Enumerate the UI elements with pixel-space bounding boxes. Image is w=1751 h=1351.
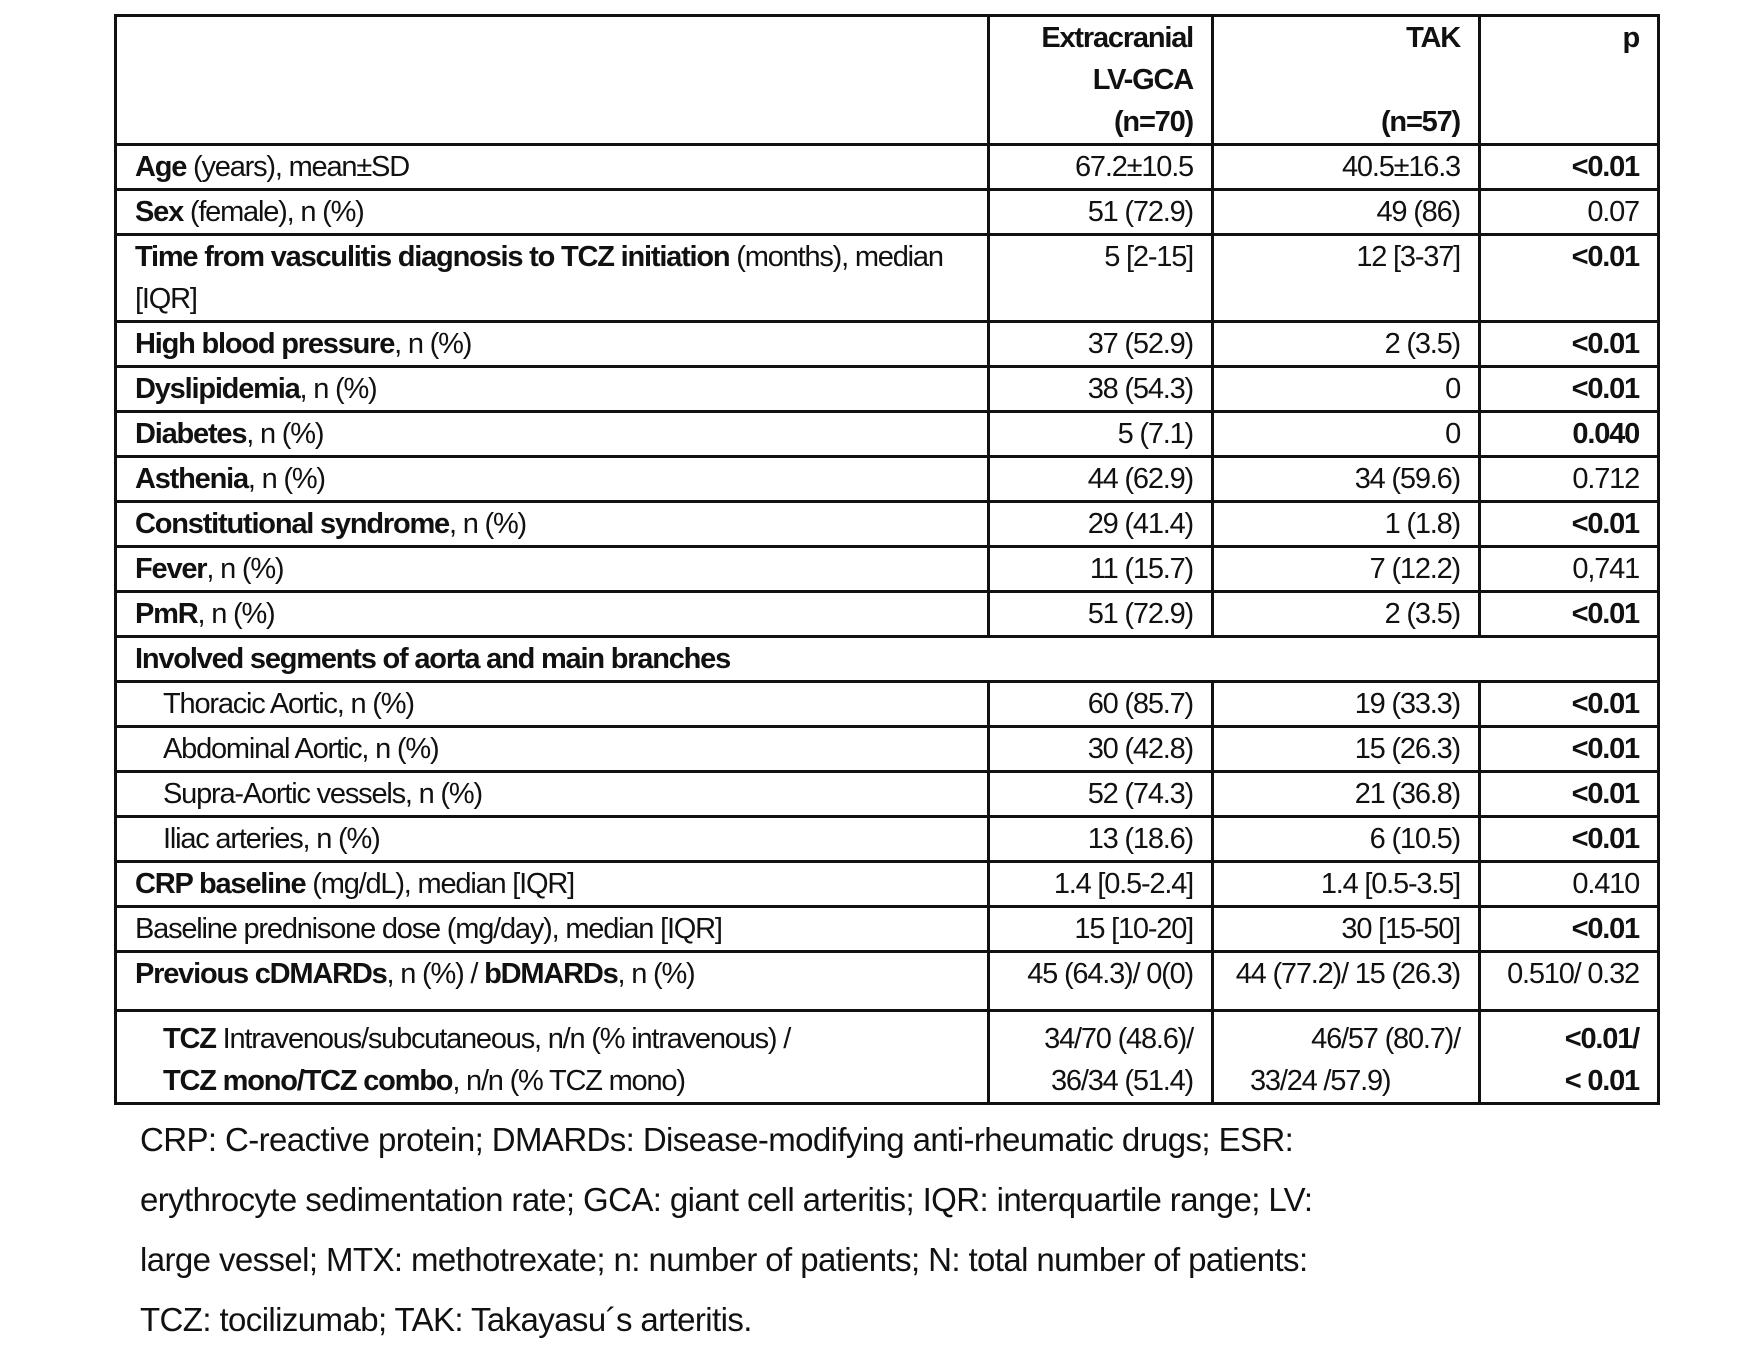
cell-tak: 34 (59.6)	[1213, 457, 1480, 502]
footnote-line: large vessel; MTX: methotrexate; n: number of patients; N: total number of patients:	[140, 1241, 1308, 1278]
table-header-row	[116, 16, 1659, 145]
table-footnote	[140, 1110, 1640, 1350]
footnote-line: CRP: C-reactive protein; DMARDs: Disease-modifying anti-rheumatic drugs; ESR:	[140, 1121, 1294, 1158]
table-row-tcz-route-mono	[116, 1011, 1659, 1104]
cell-p: 0.040	[1480, 412, 1659, 457]
row-label: Time from vasculitis diagnosis to TCZ initiation (months), median [IQR]	[116, 235, 989, 322]
cell-lv-gca: 34/70 (48.6)/ 36/34 (51.4)	[989, 1011, 1213, 1104]
footnote-line: TCZ: tocilizumab; TAK: Takayasu´s arteritis.	[140, 1301, 752, 1338]
cell-lv-gca: 52 (74.3)	[989, 772, 1213, 817]
row-label: Thoracic Aortic, n (%)	[116, 682, 989, 727]
cell-p: 0.510/ 0.32	[1480, 952, 1659, 1011]
cell-lv-gca: 38 (54.3)	[989, 367, 1213, 412]
cell-tak: 2 (3.5)	[1213, 592, 1480, 637]
table-row-crp-baseline	[116, 862, 1659, 907]
row-label: Baseline prednisone dose (mg/day), median [IQR]	[116, 907, 989, 952]
table-row-pmr	[116, 592, 1659, 637]
table-row-high-blood-pressure	[116, 322, 1659, 367]
row-label: Age (years), mean±SD	[116, 145, 989, 190]
cell-lv-gca: 11 (15.7)	[989, 547, 1213, 592]
baseline-characteristics-table	[114, 14, 1660, 1105]
cell-lv-gca: 51 (72.9)	[989, 190, 1213, 235]
cell-lv-gca: 5 [2-15]	[989, 235, 1213, 322]
header-label	[116, 16, 989, 145]
row-label: Fever, n (%)	[116, 547, 989, 592]
cell-p: 0.410	[1480, 862, 1659, 907]
cell-p: <0.01	[1480, 907, 1659, 952]
table-row-dyslipidemia	[116, 367, 1659, 412]
table-row-diabetes	[116, 412, 1659, 457]
cell-p: <0.01	[1480, 727, 1659, 772]
cell-tak: 7 (12.2)	[1213, 547, 1480, 592]
cell-tak: 1.4 [0.5-3.5]	[1213, 862, 1480, 907]
table-row-sex	[116, 190, 1659, 235]
cell-p: <0.01/ < 0.01	[1480, 1011, 1659, 1104]
row-label: Constitutional syndrome, n (%)	[116, 502, 989, 547]
cell-lv-gca: 13 (18.6)	[989, 817, 1213, 862]
cell-lv-gca: 44 (62.9)	[989, 457, 1213, 502]
cell-p: <0.01	[1480, 367, 1659, 412]
cell-p: <0.01	[1480, 772, 1659, 817]
table-row-age	[116, 145, 1659, 190]
table-row-thoracic-aortic	[116, 682, 1659, 727]
cell-tak: 15 (26.3)	[1213, 727, 1480, 772]
table-row-iliac-arteries	[116, 817, 1659, 862]
cell-lv-gca: 67.2±10.5	[989, 145, 1213, 190]
row-label: Iliac arteries, n (%)	[116, 817, 989, 862]
table-row-supra-aortic	[116, 772, 1659, 817]
cell-lv-gca: 30 (42.8)	[989, 727, 1213, 772]
cell-lv-gca: 1.4 [0.5-2.4]	[989, 862, 1213, 907]
header-tak: TAK (n=57)	[1213, 16, 1480, 145]
cell-p: <0.01	[1480, 592, 1659, 637]
cell-p: 0.712	[1480, 457, 1659, 502]
cell-p: <0.01	[1480, 682, 1659, 727]
header-lv-gca: Extracranial LV-GCA (n=70)	[989, 16, 1213, 145]
table-row-time-to-tcz	[116, 235, 1659, 322]
row-label: Sex (female), n (%)	[116, 190, 989, 235]
cell-p: <0.01	[1480, 502, 1659, 547]
row-label: Dyslipidemia, n (%)	[116, 367, 989, 412]
row-label: Supra-Aortic vessels, n (%)	[116, 772, 989, 817]
table-row-fever	[116, 547, 1659, 592]
cell-tak: 49 (86)	[1213, 190, 1480, 235]
cell-p: <0.01	[1480, 235, 1659, 322]
row-label: CRP baseline (mg/dL), median [IQR]	[116, 862, 989, 907]
table-row-constitutional-syndrome	[116, 502, 1659, 547]
cell-p: 0,741	[1480, 547, 1659, 592]
cell-tak: 46/57 (80.7)/ 33/24 /57.9)	[1213, 1011, 1480, 1104]
header-p: p	[1480, 16, 1659, 145]
cell-tak: 12 [3-37]	[1213, 235, 1480, 322]
row-label: Diabetes, n (%)	[116, 412, 989, 457]
cell-tak: 21 (36.8)	[1213, 772, 1480, 817]
table-section-involved-segments	[116, 637, 1659, 682]
cell-lv-gca: 37 (52.9)	[989, 322, 1213, 367]
cell-p: <0.01	[1480, 817, 1659, 862]
cell-lv-gca: 45 (64.3)/ 0(0)	[989, 952, 1213, 1011]
row-label: High blood pressure, n (%)	[116, 322, 989, 367]
cell-tak: 0	[1213, 412, 1480, 457]
cell-lv-gca: 15 [10-20]	[989, 907, 1213, 952]
cell-tak: 44 (77.2)/ 15 (26.3)	[1213, 952, 1480, 1011]
cell-lv-gca: 51 (72.9)	[989, 592, 1213, 637]
cell-lv-gca: 29 (41.4)	[989, 502, 1213, 547]
cell-tak: 0	[1213, 367, 1480, 412]
row-label: Asthenia, n (%)	[116, 457, 989, 502]
row-label: Previous cDMARDs, n (%) / bDMARDs, n (%)	[116, 952, 989, 1011]
footnote-line: erythrocyte sedimentation rate; GCA: giant cell arteritis; IQR: interquartile range; LV:	[140, 1181, 1313, 1218]
cell-tak: 1 (1.8)	[1213, 502, 1480, 547]
table-row-previous-dmards	[116, 952, 1659, 1011]
row-label: Abdominal Aortic, n (%)	[116, 727, 989, 772]
row-label: TCZ Intravenous/subcutaneous, n/n (% intravenous) / TCZ mono/TCZ combo, n/n (% TCZ mono)	[116, 1011, 989, 1104]
cell-tak: 30 [15-50]	[1213, 907, 1480, 952]
row-label: PmR, n (%)	[116, 592, 989, 637]
cell-p: 0.07	[1480, 190, 1659, 235]
cell-tak: 40.5±16.3	[1213, 145, 1480, 190]
cell-lv-gca: 5 (7.1)	[989, 412, 1213, 457]
cell-p: <0.01	[1480, 322, 1659, 367]
cell-p: <0.01	[1480, 145, 1659, 190]
section-heading: Involved segments of aorta and main branches	[116, 637, 1659, 682]
cell-lv-gca: 60 (85.7)	[989, 682, 1213, 727]
cell-tak: 6 (10.5)	[1213, 817, 1480, 862]
cell-tak: 19 (33.3)	[1213, 682, 1480, 727]
table-row-asthenia	[116, 457, 1659, 502]
table-row-baseline-prednisone	[116, 907, 1659, 952]
cell-tak: 2 (3.5)	[1213, 322, 1480, 367]
table-row-abdominal-aortic	[116, 727, 1659, 772]
